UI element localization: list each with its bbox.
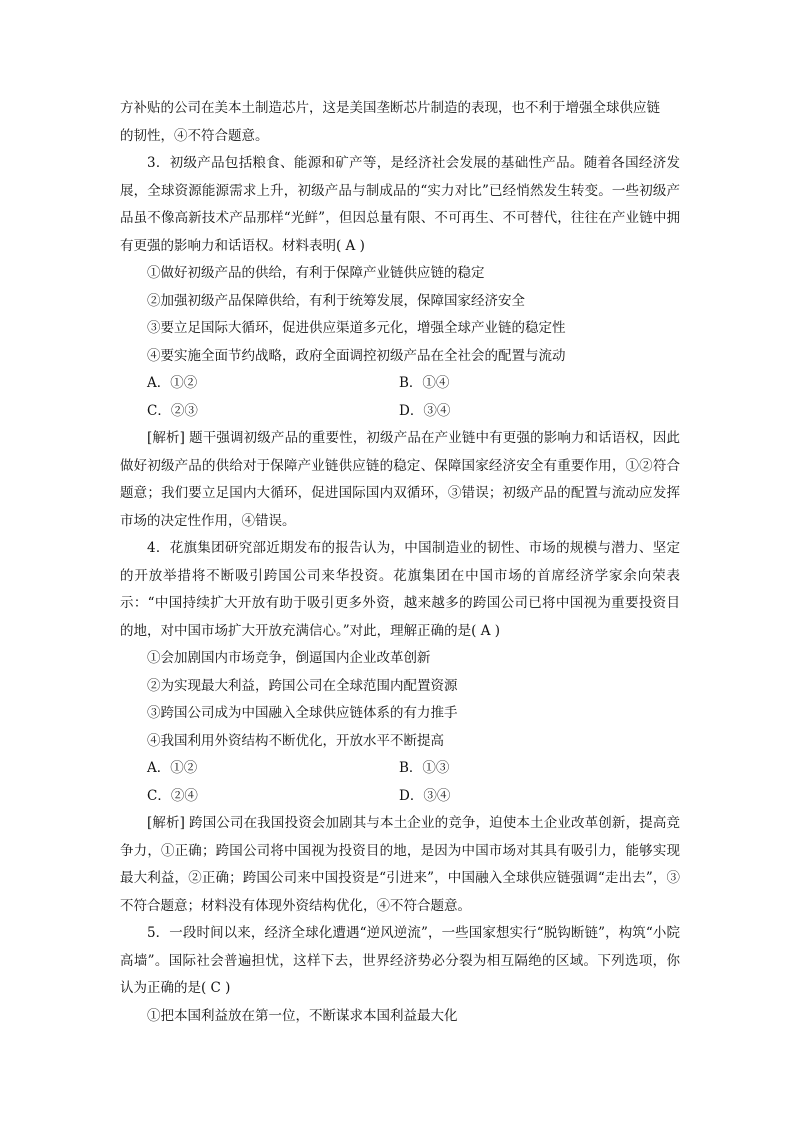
question-4-item-4: ④我国利用外资结构不断优化，开放水平不断提高 — [147, 732, 444, 749]
question-4-option-c: C．②④ — [147, 787, 198, 804]
question-4-item-3: ③跨国公司成为中国融入全球供应链体系的有力推手 — [147, 705, 458, 721]
question-3-item-1: ①做好初级产品的供给，有利于保障产业链供应链的稳定 — [147, 265, 485, 281]
question-4-option-d: D．③④ — [399, 787, 451, 804]
question-4-option-a: A．①② — [147, 760, 198, 776]
question-3-option-d: D．③④ — [399, 402, 451, 419]
question-3-stem: 3．初级产品包括粮食、能源和矿产等，是经济社会发展的基础性产品。随着各国经济发展，全球资源能源需求上升，初级产品与制成品的“实力对比”已经悄然发生转变。一些初级产品虽不像高新技术产品那样“光鲜”，但因总量有限、不可再生、不可替代，往往在产业链中拥有更强的影响力和话语权。材料表明( A ) — [120, 155, 680, 254]
question-3-option-c: C．②③ — [147, 402, 198, 419]
carryover-line-2: 的韧性，④不符合题意。 — [120, 127, 269, 144]
question-4-options-row-1 — [120, 755, 680, 783]
question-4-analysis — [120, 810, 680, 920]
question-4-option-b: B．①③ — [399, 760, 450, 776]
question-3-options-row-1 — [120, 370, 680, 398]
question-4-options-row-2 — [120, 783, 680, 811]
analysis-label: [解析] — [147, 430, 185, 446]
carryover-line-1: 方补贴的公司在美本土制造芯片，这是美国垄断芯片制造的表现，也不利于增强全球供应链 — [120, 100, 660, 116]
question-4-stem: 4．花旗集团研究部近期发布的报告认为，中国制造业的韧性、市场的规模与潜力、坚定的开放举措将不断吸引跨国公司来华投资。花旗集团在中国市场的首席经济学家余向荣表示：“中国持续扩大开放有助于吸引更多外资，越来越多的跨国公司已将中国视为重要投资目的地，对中国市场扩大开放充满信心。”对此，理解正确的是( A ) — [120, 540, 680, 639]
question-3-option-b: B．①④ — [399, 375, 450, 391]
question-5-stem: 5．一段时间以来，经济全球化遭遇“逆风逆流”，一些国家想实行“脱钩断链”，构筑“小院高墙”。国际社会普遍担忧，这样下去，世界经济势必分裂为相互隔绝的区域。下列选项，你认为正确的是( C ) — [120, 925, 680, 996]
question-4-item-1: ①会加剧国内市场竞争，倒逼国内企业改革创新 — [147, 650, 431, 666]
question-3-item-4: ④要实施全面节约战略，政府全面调控初级产品在全社会的配置与流动 — [147, 347, 566, 364]
question-3-options-row-2 — [120, 398, 680, 426]
question-4-item-2: ②为实现最大利益，跨国公司在全球范围内配置资源 — [147, 677, 458, 694]
question-3-analysis-text: 题干强调初级产品的重要性，初级产品在产业链中有更强的影响力和话语权，因此做好初级产品的供给对于保障产业链供应链的稳定、保障国家经济安全有重要作用，①②符合题意；我们要立足国内大循环，促进国际国内双循环，③错误；初级产品的配置与流动应发挥市场的决定性作用，④错误。 — [120, 430, 680, 529]
question-3-item-3: ③要立足国际大循环，促进供应渠道多元化，增强全球产业链的稳定性 — [147, 320, 566, 336]
analysis-label: [解析] — [147, 815, 185, 831]
question-5-item-1: ①把本国利益放在第一位，不断谋求本国利益最大化 — [147, 1007, 458, 1024]
question-3-item-2: ②加强初级产品保障供给，有利于统筹发展，保障国家经济安全 — [147, 292, 525, 309]
question-4-analysis-text: 跨国公司在我国投资会加剧其与本土企业的竞争，迫使本土企业改革创新，提高竞争力，①正确；跨国公司将中国视为投资目的地，是因为中国市场对其具有吸引力，能够实现最大利益，②正确；跨国公司来中国投资是“引进来”，中国融入全球供应链强调“走出去”，③不符合题意；材料没有体现外资结构优化，④不符合题意。 — [120, 815, 680, 914]
question-3-analysis — [120, 425, 680, 535]
page-content — [120, 95, 680, 1030]
question-3-option-a: A．①② — [147, 375, 198, 391]
